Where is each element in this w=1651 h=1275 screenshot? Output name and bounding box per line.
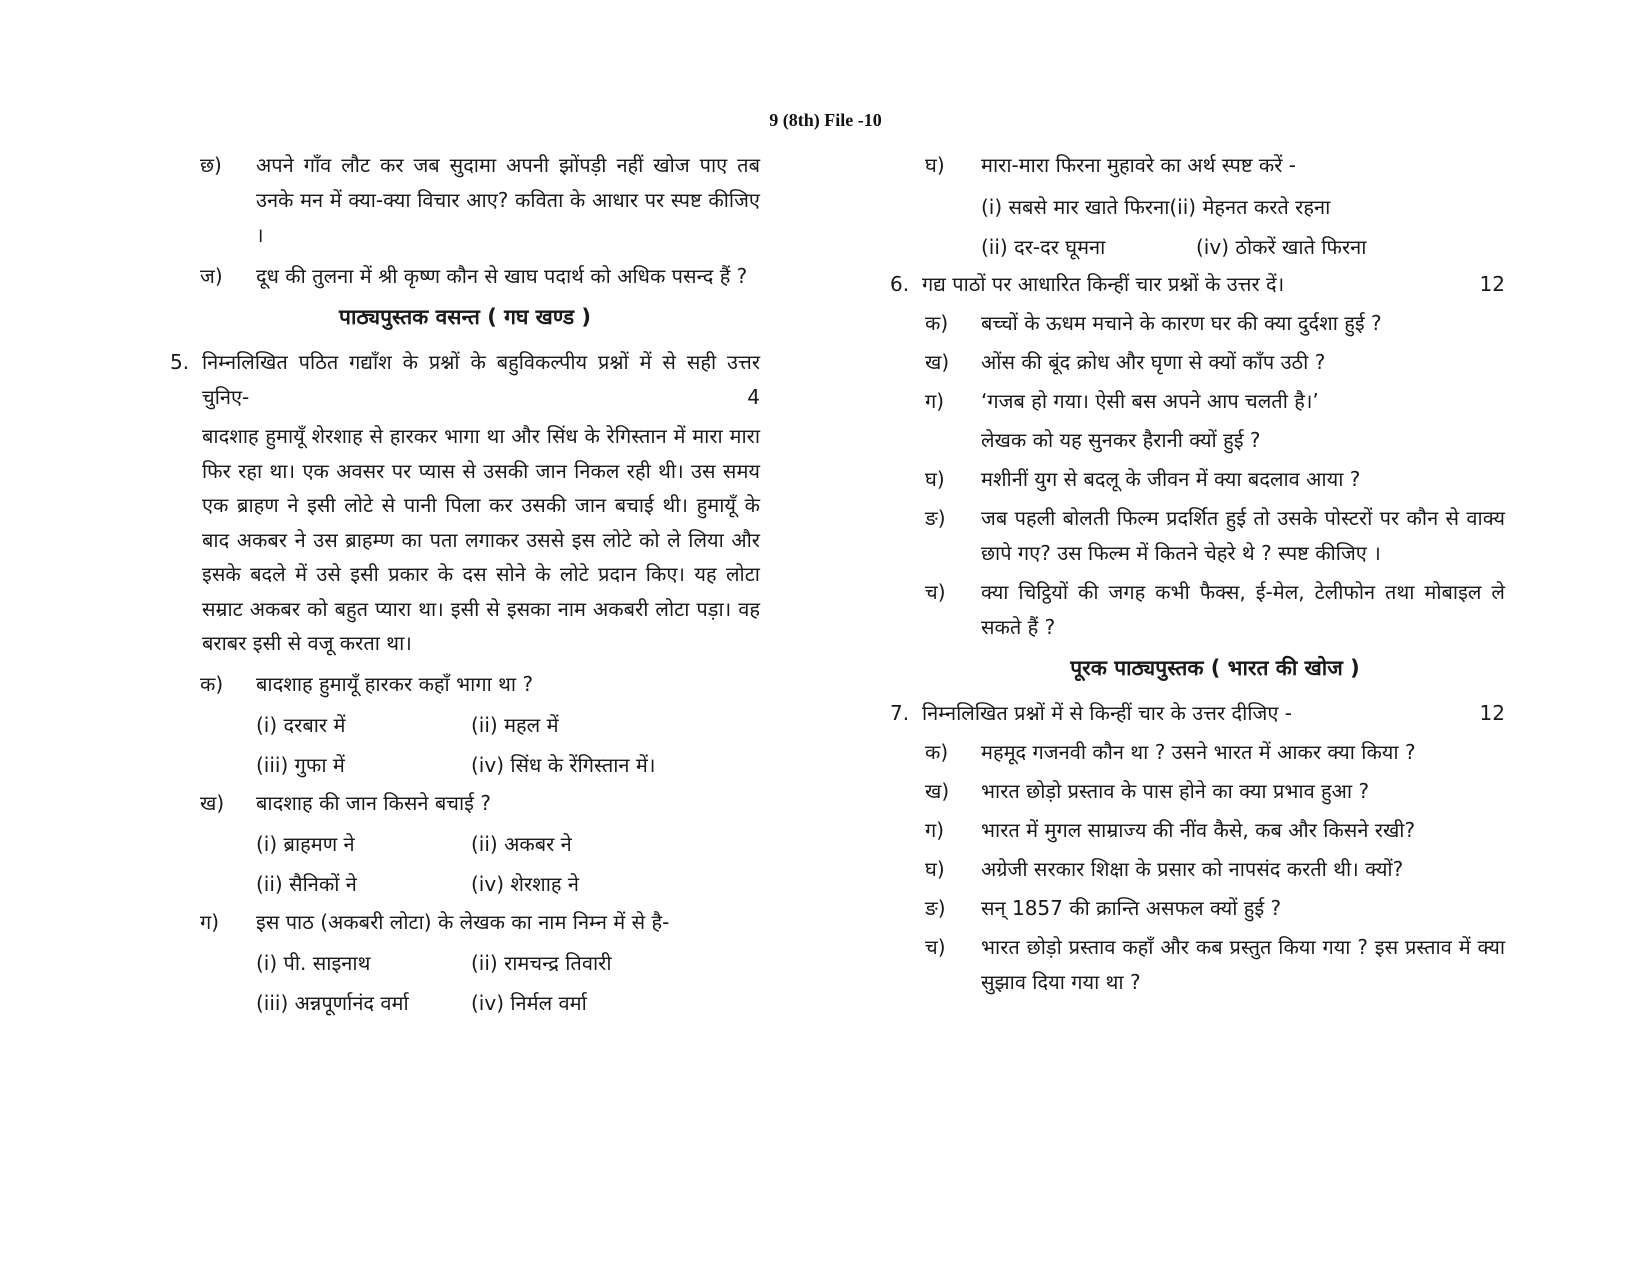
q6-item-ka [925,306,1505,341]
options-gha [925,187,1505,267]
question-text: मारा-मारा फिरना मुहावरे का अर्थ स्पष्ट करें - [981,153,1297,177]
question-marks: 12 [1479,272,1505,296]
question-text: निम्नलिखित प्रश्नों में से किन्हीं चार के उत्तर दीजिए - [922,701,1292,725]
option: (ii) रामचन्द्र तिवारी [471,951,612,975]
question-marker: 5. [170,350,190,374]
question-marker: ग) [925,818,945,842]
question-marker: घ) [925,857,945,881]
question-6 [890,267,1505,302]
question-marker: ख) [200,790,225,815]
question-marker: च) [925,580,946,604]
question-marks: 12 [1479,701,1505,725]
page-header: 9 (8th) File -10 [769,110,882,130]
question-text: दूध की तुलना में श्री कृष्ण कौन से खाघ पदार्थ को अधिक पसन्द हैं ? [256,264,748,288]
question-text: भारत छोड़ो प्रस्ताव के पास होने का क्या प्रभाव हुआ ? [981,779,1370,803]
question-text: बादशाह हुमायूँ हारकर कहाँ भागा था ? [256,671,534,696]
q7-item-nga [925,891,1505,926]
question-text-continued: लेखक को यह सुनकर हैरानी क्यों हुई ? [981,428,1261,452]
sub-question-ka [200,667,760,702]
question-marker: 7. [890,701,910,725]
option: (iii) अन्नपूर्णानंद वर्मा [256,991,409,1015]
question-marker: क) [200,671,224,696]
q6-item-cha [925,575,1505,645]
question-marks: 4 [747,385,760,409]
q6-item-ga [925,384,1505,458]
q7-item-gha [925,852,1505,887]
question-text: ‘गजब हो गया। ऐसी बस अपने आप चलती है।’ [981,389,1319,413]
right-column [890,148,1505,1004]
option: (iv) ठोकरें खाते फिरना [1196,234,1367,259]
option: (i) दरबार में [256,713,346,737]
question-marker: ख) [925,350,950,374]
section-title-vasant: पाठ्यपुस्तक वसन्त ( गघ खण्ड ) [339,305,591,329]
option: (ii) सैनिकों ने [256,872,357,896]
question-text: क्या चिट्ठियों की जगह कभी फैक्स, ई-मेल, टेलीफोन तथा मोबाइल ले सकते हैं ? [981,580,1505,639]
question-marker: घ) [925,467,945,491]
question-text: सन् 1857 की क्रान्ति असफल क्यों हुई ? [981,896,1282,920]
question-marker: ख) [925,779,950,803]
option: (ii) अकबर ने [471,832,572,856]
question-marker: 6. [890,272,910,296]
question-text: बच्चों के ऊधम मचाने के कारण घर की क्या दुर्दशा हुई ? [981,311,1382,335]
question-5 [170,345,760,415]
q6-item-nga [925,501,1505,571]
question-text: मशीनीं युग से बदलू के जीवन में क्या बदलाव आया ? [981,467,1361,491]
section-title-bharat-ki-khoj: पूरक पाठ्यपुस्तक ( भारत की खोज ) [1070,656,1360,680]
question-marker: ग) [200,909,220,934]
question-text: इस पाठ (अकबरी लोटा) के लेखक का नाम निम्न में से है- [256,909,670,934]
question-text: अपने गाँव लौट कर जब सुदामा अपनी झोंपड़ी नहीं खोज पाए तब उनके मन में क्या-क्या विचार आए? कविता के आधार पर स्पष्ट कीजिए । [256,153,760,247]
option: (i) पी. साइनाथ [256,951,371,975]
question-7 [890,696,1505,731]
option: (iv) निर्मल वर्मा [471,991,587,1015]
q6-item-kha [925,345,1505,380]
options-kha [170,825,760,905]
sub-question-kha [200,786,760,821]
option: (i) ब्राहमण ने [256,832,355,856]
q7-item-kha [925,774,1505,809]
question-text: जब पहली बोलती फिल्म प्रदर्शित हुई तो उसके पोस्टरों पर कौन से वाक्य छापे गए? उस फिल्म में कितने चेहरे थे ? स्पष्ट कीजिए । [981,506,1505,565]
question-text: महमूद गजनवी कौन था ? उसने भारत में आकर क्या किया ? [981,740,1416,764]
question-marker: च) [925,935,946,959]
question-ja [200,259,760,294]
options-ka [170,706,760,786]
question-marker: ग) [925,389,945,413]
question-text: ओंस की बूंद क्रोध और घृणा से क्यों काँप उठी ? [981,350,1326,374]
options-ga [170,944,760,1024]
option: (iv) शेरशाह ने [471,872,579,896]
q6-item-gha [925,462,1505,497]
passage-text: बादशाह हुमायूँ शेरशाह से हारकर भागा था और सिंध के रेगिस्तान में मारा मारा फिर रहा था। एक अवसर पर प्यास से उसकी जान निकल रही थी। उस समय एक ब्राहण ने इसी लोटे से पानी पिला कर उसकी जान बचाई थी। हुमायूँ के बाद अकबर ने उस ब्राहम्ण का पता लगाकर उससे इस लोटे को ले लिया और इसके बदले में उसे इसी प्रकार के दस सोने के लोटे प्रदान किए। यह लोटा सम्राट अकबर को बहुत प्यारा था। इसी से इसका नाम अकबरी लोटा पड़ा। वह बराबर इसी से वजू करता था। [202,424,760,655]
question-text: अग्रेजी सरकार शिक्षा के प्रसार को नापसंद करती थी। क्यों? [981,857,1404,881]
question-text: बादशाह की जान किसने बचाई ? [256,790,491,815]
question-text: गद्य पाठों पर आधारित किन्हीं चार प्रश्नों के उत्तर दें। [922,272,1285,296]
question-marker: ज) [200,264,223,288]
sub-question-gha [925,148,1505,183]
question-text: भारत में मुगल साम्राज्य की नींव कैसे, कब और किसने रखी? [981,818,1416,842]
q7-item-cha [925,930,1505,1000]
option: (iii) गुफा में [256,753,345,777]
question-marker: ङ) [925,506,946,530]
question-text: निम्नलिखित पठित गद्याँश के प्रश्नों के बहुविकल्पीय प्रश्नों में से सही उत्तर चुनिए- [202,350,760,409]
sub-question-ga [200,905,760,940]
q7-item-ga [925,813,1505,848]
left-column [170,148,760,1024]
question-chha [200,148,760,253]
question-marker: छ) [200,153,222,177]
question-marker: क) [925,740,949,764]
question-text: भारत छोड़ो प्रस्ताव कहाँ और कब प्रस्तुत किया गया ? इस प्रस्ताव में क्या सुझाव दिया गया था ? [981,935,1505,994]
q7-item-ka [925,735,1505,770]
option: (ii) महल में [471,713,559,737]
question-marker: घ) [925,153,945,177]
question-marker: क) [925,311,949,335]
option: (i) सबसे मार खाते फिरना(ii) मेहनत करते रहना [981,194,1331,219]
option: (ii) दर-दर घूमना [981,234,1106,259]
question-marker: ङ) [925,896,946,920]
option: (iv) सिंध के रेंगिस्तान में। [471,753,656,777]
